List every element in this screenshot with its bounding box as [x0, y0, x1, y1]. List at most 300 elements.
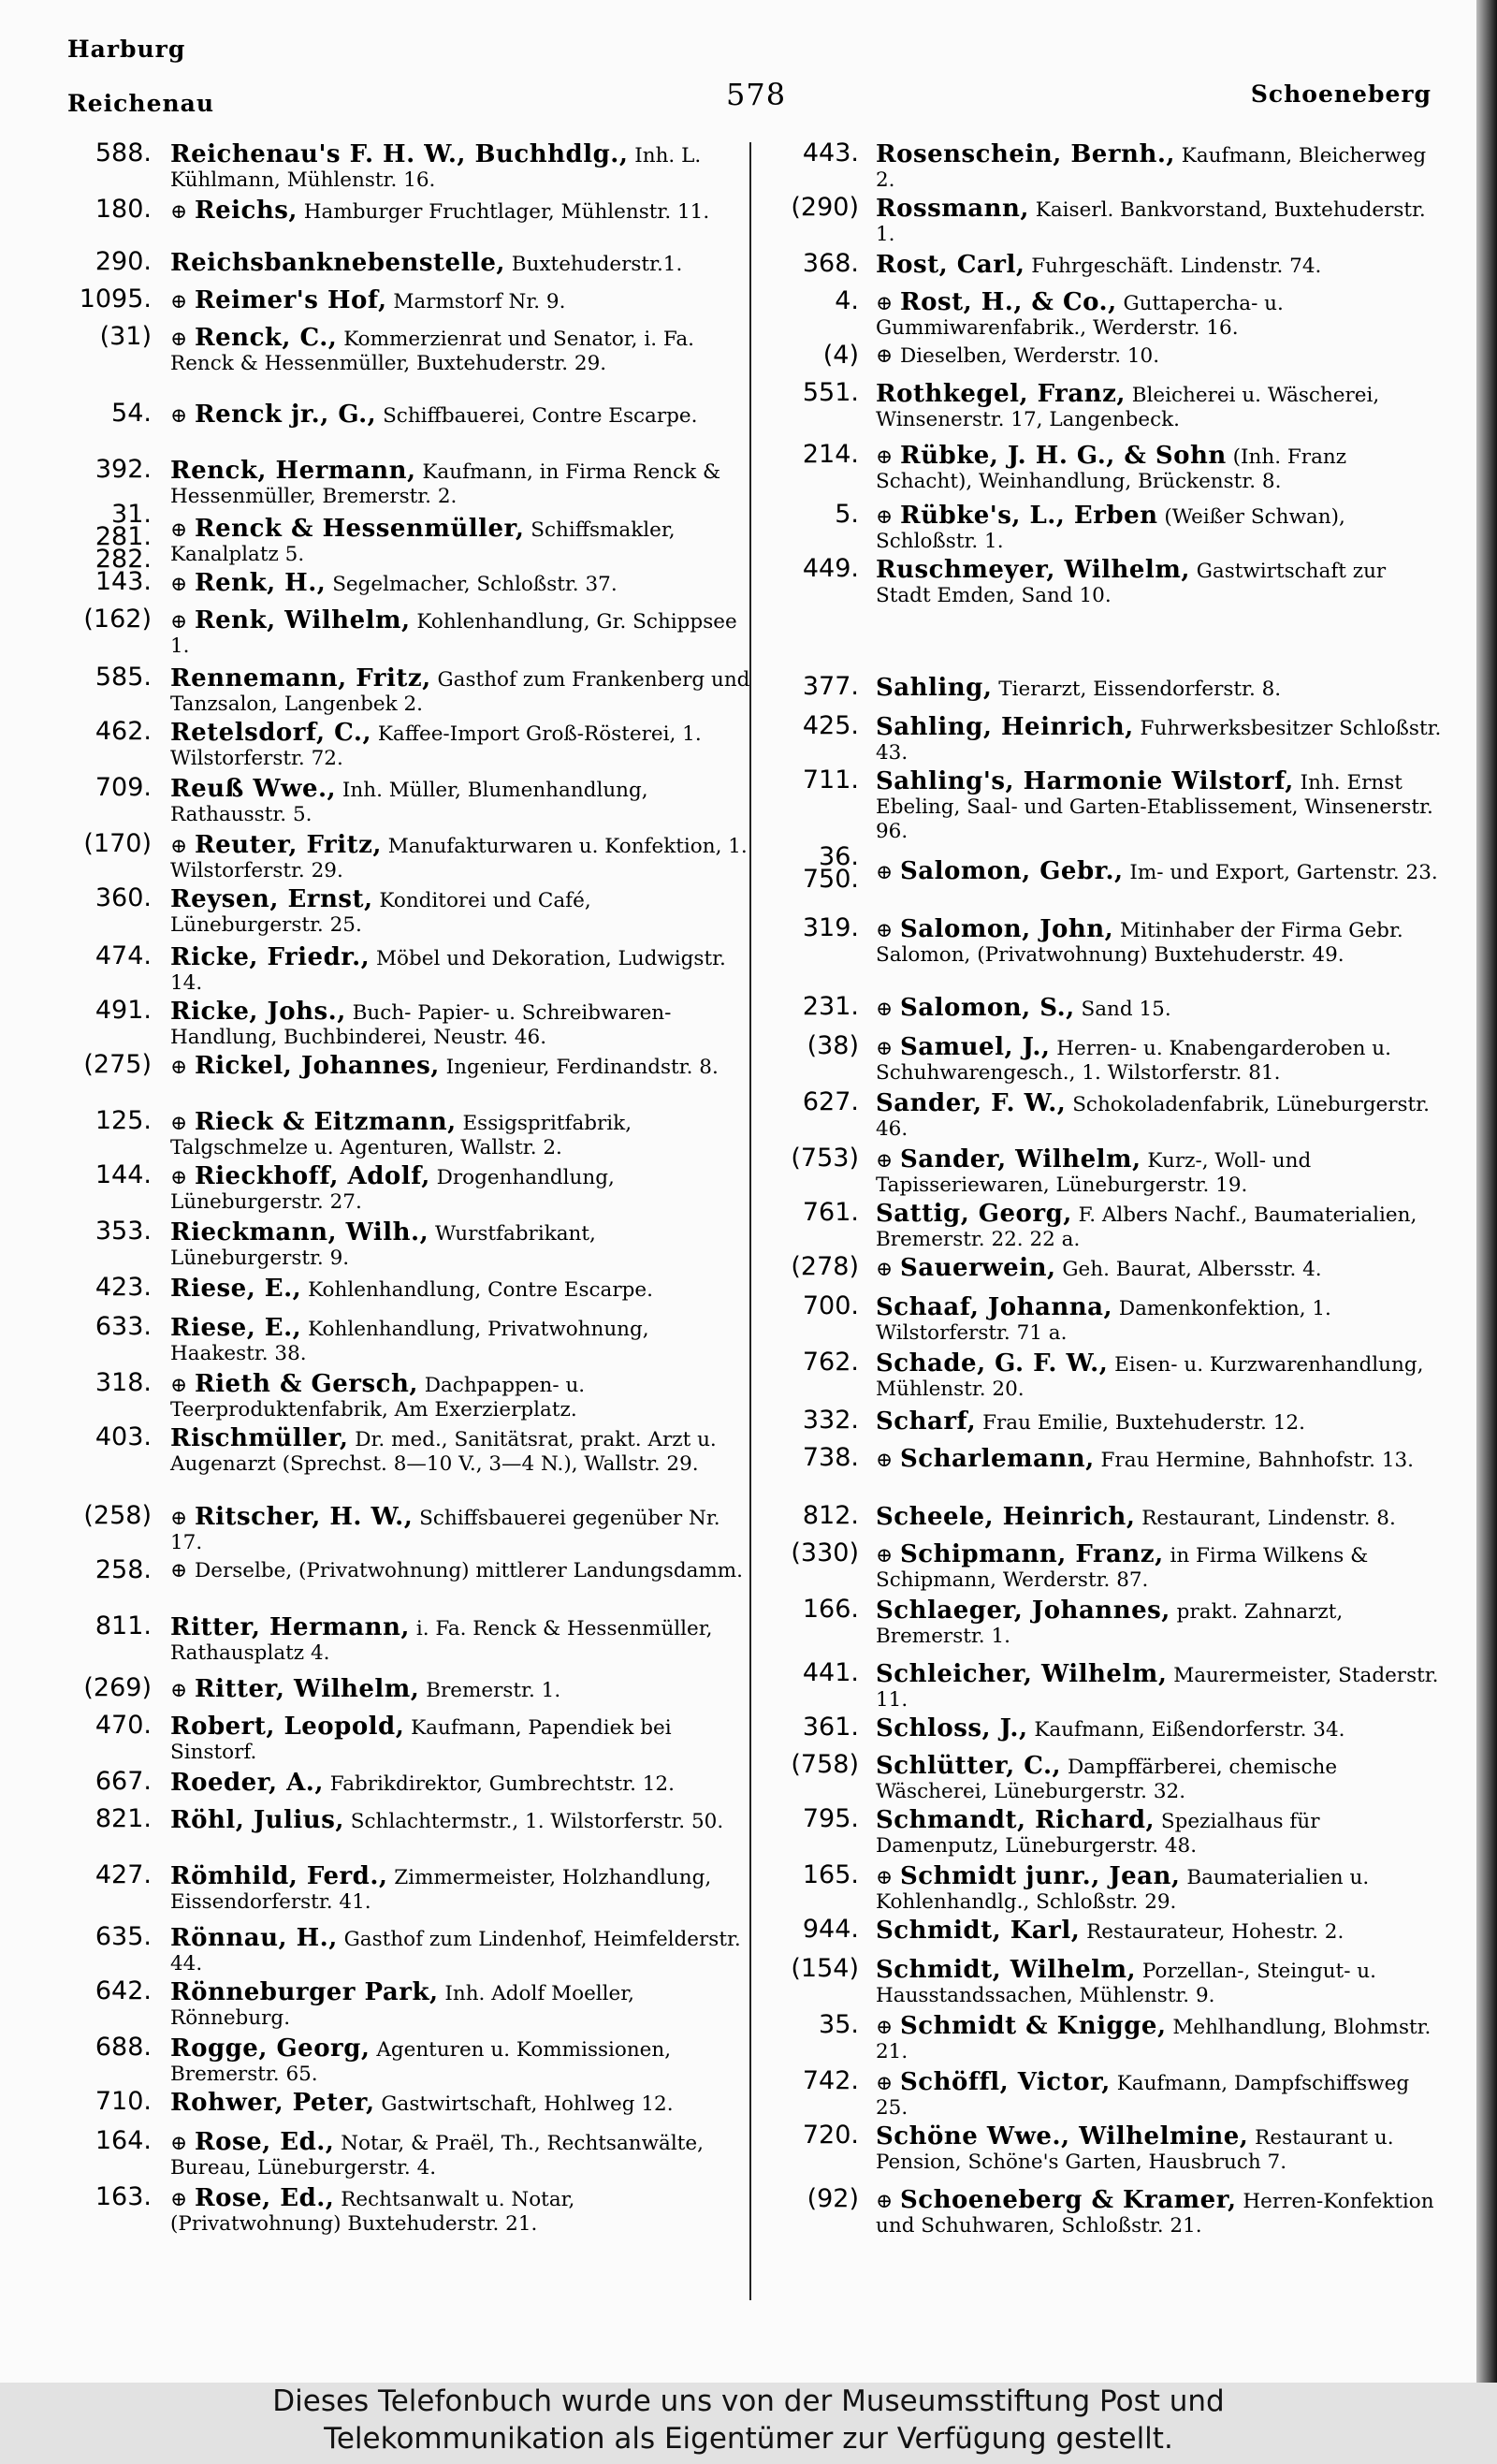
directory-entry: [758, 1348, 1446, 1409]
subscriber-details: Baumaterialien u. Kohlenhandlg., Schloßstr. 29.: [876, 1866, 1370, 1914]
subscriber-name: Schmidt, Wilhelm,: [876, 1956, 1137, 1984]
directory-entry: [758, 1538, 1446, 1598]
subscriber-name: Sander, F. W.,: [876, 1089, 1067, 1117]
directory-entry: [65, 139, 750, 198]
subscriber-details: Porzellan-, Steingut- u. Hausstandssachen, Mühlenstr. 9.: [876, 1960, 1376, 2007]
subscriber-name: Ritter, Wilhelm,: [195, 1675, 420, 1703]
subscriber-details: Frau Emilie, Buxtehuderstr. 12.: [976, 1411, 1305, 1435]
phone-number: 462.: [94, 717, 152, 746]
entry-text: [876, 558, 1446, 608]
directory-entry: [65, 1860, 750, 1926]
subscriber-name: Rennemann, Fritz,: [170, 664, 431, 693]
subscriber-details: Schiffsmakler, Kanalplatz 5.: [170, 518, 676, 566]
phone-number: 144.: [94, 1160, 152, 1189]
entry-text: [876, 1091, 1446, 1142]
subscriber-marker-icon: ⊕: [876, 2190, 894, 2213]
phone-number: 449.: [802, 554, 859, 583]
entry-text: [170, 2130, 750, 2180]
header-range-end: Schoeneberg: [1250, 80, 1432, 108]
subscriber-name: Schlütter, C.,: [876, 1752, 1062, 1780]
phone-number: 319.: [802, 913, 859, 942]
entry-text: [876, 1505, 1446, 1531]
subscriber-name: Schmandt, Richard,: [876, 1806, 1155, 1834]
directory-entry: [758, 1915, 1446, 1958]
phone-number: 551.: [802, 378, 859, 407]
phone-number: 443.: [802, 139, 859, 168]
subscriber-name: Schade, G. F. W.,: [876, 1349, 1109, 1378]
subscriber-name: Schleicher, Wilhelm,: [876, 1660, 1168, 1688]
entry-text: [170, 326, 750, 376]
phone-number: 710.: [94, 2087, 152, 2116]
subscriber-details: Fuhrwerksbesitzer Schloßstr. 43.: [876, 717, 1442, 765]
entry-text: [876, 344, 1446, 369]
subscriber-name: Salomon, Gebr.,: [900, 857, 1124, 885]
directory-entry: [758, 1198, 1446, 1256]
subscriber-marker-icon: ⊕: [876, 861, 894, 884]
subscriber-name: Rieckhoff, Adolf,: [195, 1162, 430, 1190]
subscriber-details: Dr. med., Sanitätsrat, prakt. Arzt u. Augenarzt (Sprechst. 8—10 V., 3—4 N.), Wallstr. 29.: [170, 1428, 717, 1476]
subscriber-name: Röhl, Julius,: [170, 1806, 344, 1834]
phone-number: 36. 750.: [802, 842, 859, 894]
subscriber-details: Manufakturwaren u. Konfektion, 1. Wilstorferstr. 29.: [170, 835, 748, 882]
subscriber-marker-icon: ⊕: [876, 445, 894, 469]
subscriber-details: (Weißer Schwan), Schloßstr. 1.: [876, 505, 1345, 553]
phone-number: 392.: [94, 455, 152, 484]
subscriber-marker-icon: ⊕: [170, 290, 188, 313]
subscriber-details: Konditorei und Café, Lüneburgerstr. 25.: [170, 889, 591, 937]
entry-text: [876, 1918, 1446, 1945]
subscriber-details: Inh. Adolf Moeller, Rönneburg.: [170, 1982, 635, 2030]
subscriber-marker-icon: ⊕: [876, 998, 894, 1021]
phone-number: (269): [83, 1673, 152, 1702]
subscriber-marker-icon: ⊕: [170, 1507, 188, 1530]
subscriber-name: Rischmüller,: [170, 1424, 349, 1452]
entry-text: [170, 999, 750, 1050]
phone-number: 377.: [802, 672, 859, 701]
subscriber-details: Dieselben, Werderstr. 10.: [900, 344, 1160, 368]
subscriber-name: Rothkegel, Franz,: [876, 380, 1126, 408]
subscriber-details: Rechtsanwalt u. Notar, (Privatwohnung) Buxtehuderstr. 21.: [170, 2188, 575, 2236]
entry-text: [876, 1035, 1446, 1086]
phone-number: 470.: [94, 1711, 152, 1740]
subscriber-marker-icon: ⊕: [170, 518, 188, 542]
phone-number: 332.: [802, 1406, 859, 1435]
subscriber-marker-icon: ⊕: [876, 292, 894, 315]
directory-entry: [758, 378, 1446, 444]
subscriber-marker-icon: ⊕: [876, 2016, 894, 2039]
page-binding-shadow: [1476, 0, 1497, 2383]
entry-text: [876, 1958, 1446, 2008]
entry-text: [876, 1542, 1446, 1593]
phone-number: (275): [83, 1050, 152, 1079]
entry-text: [876, 996, 1446, 1022]
subscriber-marker-icon: ⊕: [170, 1056, 188, 1079]
subscriber-details: Marmstorf Nr. 9.: [386, 290, 566, 313]
directory-entry: [758, 913, 1446, 996]
subscriber-name: Schmidt, Karl,: [876, 1917, 1081, 1945]
entry-text: [170, 887, 750, 938]
header-city: Harburg: [67, 36, 186, 63]
subscriber-name: Rohwer, Peter,: [170, 2089, 375, 2117]
directory-entry: [65, 1501, 750, 1559]
phone-number: 258.: [94, 1555, 152, 1584]
subscriber-marker-icon: ⊕: [876, 1149, 894, 1173]
directory-entry: [758, 765, 1446, 859]
phone-number: 214.: [802, 440, 859, 469]
subscriber-details: (Inh. Franz Schacht), Weinhandlung, Brückenstr. 8.: [876, 445, 1347, 493]
phone-number: 165.: [802, 1860, 859, 1889]
phone-number: (92): [807, 2184, 859, 2213]
directory-entry: [65, 996, 750, 1054]
subscriber-details: Schokoladenfabrik, Lüneburgerstr. 46.: [876, 1093, 1430, 1141]
subscriber-marker-icon: ⊕: [876, 1544, 894, 1567]
entry-text: [876, 769, 1446, 844]
directory-entry: [65, 941, 750, 999]
subscriber-name: Reichenau's F. H. W., Buchhdlg.,: [170, 140, 629, 168]
directory-entry: [758, 440, 1446, 503]
subscriber-marker-icon: ⊕: [170, 1166, 188, 1189]
directory-entry: [758, 842, 1446, 917]
directory-entry: [65, 284, 750, 326]
entry-text: [170, 1372, 750, 1422]
subscriber-name: Samuel, J.,: [900, 1033, 1051, 1061]
directory-entry: [758, 711, 1446, 769]
directory-entry: [65, 1555, 750, 1615]
entry-text: [876, 917, 1446, 968]
phone-number: 441.: [802, 1658, 859, 1687]
phone-number: 368.: [802, 249, 859, 278]
phone-number: 667.: [94, 1767, 152, 1796]
subscriber-details: Kaffee-Import Groß-Rösterei, 1. Wilstorferstr. 72.: [170, 722, 702, 770]
entry-text: [876, 676, 1446, 702]
phone-number: 738.: [802, 1443, 859, 1472]
subscriber-details: Zimmermeister, Holzhandlung, Eissendorferstr. 41.: [170, 1866, 712, 1914]
directory-entry: [65, 1767, 750, 1808]
subscriber-marker-icon: ⊕: [170, 1374, 188, 1397]
subscriber-details: Gastwirtschaft zur Stadt Emden, Sand 10.: [876, 560, 1387, 607]
subscriber-name: Rübke, J. H. G., & Sohn: [900, 442, 1227, 470]
directory-entry: [65, 1922, 750, 1980]
phone-number: 54.: [111, 399, 152, 428]
subscriber-marker-icon: ⊕: [170, 200, 188, 224]
directory-entry: [65, 1050, 750, 1110]
directory-entry: [758, 1031, 1446, 1091]
entry-text: [876, 2188, 1446, 2238]
phone-number: 635.: [94, 1922, 152, 1951]
entry-text: [170, 721, 750, 771]
subscriber-details: Damenkonfektion, 1. Wilstorferstr. 71 a.: [876, 1297, 1331, 1345]
entry-text: [170, 1220, 750, 1271]
subscriber-details: Kohlenhandlung, Privatwohnung, Haakestr. 38.: [170, 1318, 649, 1365]
subscriber-name: Scharf,: [876, 1407, 977, 1436]
subscriber-name: Reuter, Fritz,: [195, 831, 382, 859]
phone-number: 143.: [94, 567, 152, 596]
subscriber-name: Römhild, Ferd.,: [170, 1862, 388, 1890]
subscriber-name: Salomon, S.,: [900, 994, 1075, 1022]
phone-number: (290): [791, 193, 859, 222]
entry-text: [876, 1147, 1446, 1198]
directory-entry: [758, 193, 1446, 253]
subscriber-name: Schöffl, Victor,: [900, 2068, 1111, 2096]
subscriber-name: Ruschmeyer, Wilhelm,: [876, 556, 1190, 584]
subscriber-details: Kohlenhandlung, Gr. Schippsee 1.: [170, 610, 737, 658]
entry-text: [170, 1164, 750, 1215]
subscriber-name: Schlaeger, Johannes,: [876, 1596, 1170, 1625]
directory-entry: [758, 1860, 1446, 1918]
subscriber-marker-icon: ⊕: [876, 344, 894, 368]
phone-number: 812.: [802, 1501, 859, 1530]
entry-text: [170, 1426, 750, 1477]
directory-entry: [65, 2033, 750, 2091]
entry-text: [876, 2124, 1446, 2175]
directory-entry: [758, 1087, 1446, 1147]
header-range-start: Reichenau: [67, 90, 215, 117]
phone-number: 944.: [802, 1915, 859, 1944]
entry-text: [170, 1677, 750, 1703]
subscriber-name: Schöne Wwe., Wilhelmine,: [876, 2122, 1249, 2151]
footer-line-2: Telekommunikation als Eigentümer zur Verfügung gestellt.: [324, 2422, 1173, 2456]
subscriber-details: Schlachtermstr., 1. Wilstorferstr. 50.: [343, 1810, 724, 1833]
entry-text: [876, 1409, 1446, 1436]
phone-number: 423.: [94, 1273, 152, 1302]
subscriber-name: Rönneburger Park,: [170, 1978, 439, 2006]
directory-entry: [65, 1976, 750, 2036]
entry-text: [170, 2091, 750, 2117]
entry-text: [170, 833, 750, 883]
directory-entry: [758, 1291, 1446, 1351]
subscriber-details: Kaufmann, Papendiek bei Sinstorf.: [170, 1716, 672, 1764]
subscriber-details: in Firma Wilkens & Schipmann, Werderstr. 87.: [876, 1544, 1369, 1592]
directory-entry: [758, 249, 1446, 290]
subscriber-name: Rübke's, L., Erben: [900, 502, 1158, 530]
subscriber-details: Wurstfabrikant, Lüneburgerstr. 9.: [170, 1222, 596, 1270]
subscriber-details: Segelmacher, Schloßstr. 37.: [326, 573, 618, 596]
phone-number: 1095.: [79, 284, 152, 313]
entry-text: [876, 1598, 1446, 1649]
subscriber-details: Restaurateur, Hohestr. 2.: [1080, 1920, 1344, 1944]
directory-entry: [65, 605, 750, 666]
entry-text: [170, 1316, 750, 1366]
entry-text: [170, 777, 750, 827]
directory-entry: [758, 1595, 1446, 1662]
phone-number: 290.: [94, 247, 152, 276]
subscriber-name: Ritter, Hermann,: [170, 1613, 410, 1641]
entry-text: [170, 1276, 750, 1303]
directory-entry: [65, 1422, 750, 1505]
subscriber-details: Notar, & Praël, Th., Rechtsanwälte, Bureau, Lüneburgerstr. 4.: [170, 2132, 704, 2180]
subscriber-name: Rogge, Georg,: [170, 2034, 371, 2063]
subscriber-name: Sauerwein,: [900, 1254, 1056, 1282]
directory-entry: [758, 992, 1446, 1035]
phone-number: 166.: [802, 1595, 859, 1624]
phone-number: (170): [83, 829, 152, 858]
entry-text: [876, 253, 1446, 279]
phone-number: 761.: [802, 1198, 859, 1227]
directory-entry: [65, 1611, 750, 1677]
subscriber-details: Inh. L. Kühlmann, Mühlenstr. 16.: [170, 144, 702, 192]
phone-number: 491.: [94, 996, 152, 1025]
entry-text: [876, 1295, 1446, 1346]
directory-entry: [65, 717, 750, 777]
phone-number: (4): [822, 341, 859, 370]
entry-text: [876, 1808, 1446, 1859]
directory-entry: [758, 1954, 1446, 2014]
subscriber-name: Renck, C.,: [195, 324, 338, 352]
subscriber-name: Rieck & Eitzmann,: [195, 1108, 457, 1136]
phone-number: 633.: [94, 1312, 152, 1341]
subscriber-name: Schaaf, Johanna,: [876, 1293, 1113, 1321]
entry-text: [170, 1808, 750, 1834]
subscriber-details: Inh. Müller, Blumenhandlung, Rathausstr. 5.: [170, 779, 648, 826]
directory-entry: [758, 500, 1446, 558]
phone-number: 4.: [835, 286, 859, 315]
directory-entry: [65, 2087, 750, 2130]
subscriber-marker-icon: ⊕: [876, 1866, 894, 1889]
subscriber-name: Renck jr., G.,: [195, 401, 377, 429]
entry-text: [170, 1505, 750, 1555]
subscriber-name: Reysen, Ernst,: [170, 885, 373, 913]
phone-number: 360.: [94, 883, 152, 912]
phone-number: (330): [791, 1538, 859, 1567]
entry-text: [876, 197, 1446, 247]
directory-entry: [65, 883, 750, 945]
subscriber-details: Schiffbauerei, Contre Escarpe.: [376, 404, 698, 428]
subscriber-details: Restaurant, Lindenstr. 8.: [1135, 1507, 1396, 1530]
phone-number: 700.: [802, 1291, 859, 1320]
entry-text: [170, 459, 750, 509]
subscriber-details: i. Fa. Renck & Hessenmüller, Rathausplatz 4.: [170, 1617, 713, 1665]
subscriber-details: Kommerzienrat und Senator, i. Fa. Renck & Hessenmüller, Buxtehuderstr. 29.: [170, 328, 694, 375]
directory-entry: [65, 1160, 750, 1220]
entry-text: [170, 1714, 750, 1765]
subscriber-name: Retelsdorf, C.,: [170, 719, 371, 747]
subscriber-name: Reichsbanknebenstelle,: [170, 249, 505, 277]
phone-number: 762.: [802, 1348, 859, 1377]
entry-text: [876, 503, 1446, 554]
phone-number: 231.: [802, 992, 859, 1021]
directory-entry: [758, 1443, 1446, 1505]
phone-number: 5.: [835, 500, 859, 529]
subscriber-name: Rieth & Gersch,: [195, 1370, 418, 1398]
subscriber-name: Rost, H., & Co.,: [900, 288, 1117, 316]
subscriber-name: Renck, Hermann,: [170, 457, 416, 485]
entry-text: [170, 1864, 750, 1915]
subscriber-details: Kaufmann, Eißendorferstr. 34.: [1027, 1718, 1345, 1742]
entry-text: [170, 517, 750, 567]
entry-text: [876, 290, 1446, 341]
phone-number: 425.: [802, 711, 859, 740]
subscriber-details: Hamburger Fruchtlager, Mühlenstr. 11.: [297, 200, 710, 224]
directory-entry: [65, 1804, 750, 1864]
subscriber-marker-icon: ⊕: [876, 505, 894, 529]
subscriber-marker-icon: ⊕: [170, 404, 188, 428]
subscriber-details: Drogenhandlung, Lüneburgerstr. 27.: [170, 1166, 615, 1214]
directory-entry: [65, 1673, 750, 1714]
phone-number: 688.: [94, 2033, 152, 2062]
subscriber-name: Scharlemann,: [900, 1445, 1095, 1473]
subscriber-details: prakt. Zahnarzt, Bremerstr. 1.: [876, 1600, 1344, 1648]
directory-entry: [65, 1273, 750, 1316]
directory-entry: [758, 1658, 1446, 1716]
subscriber-marker-icon: ⊕: [876, 1037, 894, 1060]
subscriber-details: Sand 15.: [1074, 998, 1171, 1021]
phone-number: 163.: [94, 2182, 152, 2211]
subscriber-details: Kurz-, Woll- und Tapisseriewaren, Lüneburgerstr. 19.: [876, 1149, 1312, 1197]
directory-entry: [65, 1312, 750, 1372]
phone-number: 711.: [802, 765, 859, 795]
directory-entry: [758, 1406, 1446, 1447]
directory-entry: [65, 1368, 750, 1426]
phone-number: (31): [99, 322, 152, 351]
subscriber-details: Buch- Papier- u. Schreibwaren-Handlung, Buchbinderei, Neustr. 46.: [170, 1001, 672, 1049]
directory-entry: [65, 399, 750, 459]
phone-number: 125.: [94, 1106, 152, 1135]
subscriber-name: Rose, Ed.,: [195, 2128, 335, 2156]
phone-number: (258): [83, 1501, 152, 1530]
subscriber-details: Gasthof zum Frankenberg und Tanzsalon, Langenbek 2.: [170, 668, 750, 716]
page-number: 578: [726, 77, 787, 112]
directory-entry: [758, 1750, 1446, 1808]
subscriber-name: Rosenschein, Bernh.,: [876, 140, 1175, 168]
subscriber-details: Kaufmann, Bleicherweg 2.: [876, 144, 1427, 192]
phone-number: 31. 281. 282.: [94, 500, 152, 574]
subscriber-name: Renk, H.,: [195, 569, 327, 597]
directory-entry: [758, 1144, 1446, 1202]
subscriber-marker-icon: ⊕: [170, 328, 188, 351]
phone-number: (162): [83, 605, 152, 634]
phone-number: 642.: [94, 1976, 152, 2005]
subscriber-name: Rose, Ed.,: [195, 2184, 335, 2212]
phone-number: 709.: [94, 773, 152, 802]
entry-text: [170, 1615, 750, 1666]
phone-number: 821.: [94, 1804, 152, 1833]
phone-number: 795.: [802, 1804, 859, 1833]
subscriber-marker-icon: ⊕: [170, 1679, 188, 1702]
entry-text: [170, 1980, 750, 2031]
subscriber-name: Renck & Hessenmüller,: [195, 515, 525, 543]
entry-text: [876, 1256, 1446, 1282]
subscriber-name: Riese, E.,: [170, 1314, 302, 1342]
entry-text: [876, 1351, 1446, 1402]
subscriber-details: Frau Hermine, Bahnhofstr. 13.: [1094, 1449, 1415, 1472]
subscriber-details: Bleicherei u. Wäscherei, Winsenerstr. 17, Langenbeck.: [876, 384, 1380, 431]
subscriber-details: Agenturen u. Kommissionen, Bremerstr. 65.: [170, 2038, 672, 2086]
subscriber-marker-icon: ⊕: [170, 610, 188, 634]
subscriber-name: Salomon, John,: [900, 915, 1114, 943]
subscriber-marker-icon: ⊕: [170, 573, 188, 596]
directory-entry: [65, 1106, 750, 1164]
entry-text: [876, 1447, 1446, 1473]
subscriber-details: Schiffsbauerei gegenüber Nr. 17.: [170, 1507, 720, 1554]
entry-text: [876, 142, 1446, 193]
subscriber-name: Reichs,: [195, 197, 298, 225]
directory-entry: [758, 2066, 1446, 2124]
entry-text: [876, 382, 1446, 432]
phone-number: 318.: [94, 1368, 152, 1397]
subscriber-name: Schmidt junr., Jean,: [900, 1862, 1181, 1890]
directory-entry: [65, 247, 750, 288]
entry-text: [170, 198, 750, 225]
entry-text: [170, 1771, 750, 1797]
subscriber-name: Sattig, Georg,: [876, 1200, 1072, 1228]
subscriber-details: Möbel und Dekoration, Ludwigstr. 14.: [170, 947, 726, 995]
directory-entry: [65, 2126, 750, 2186]
subscriber-name: Reuß Wwe.,: [170, 775, 337, 803]
phone-number: 811.: [94, 1611, 152, 1640]
subscriber-name: Ricke, Friedr.,: [170, 943, 371, 971]
subscriber-name: Schmidt & Knigge,: [900, 2012, 1167, 2040]
right-column: [758, 139, 1446, 2244]
